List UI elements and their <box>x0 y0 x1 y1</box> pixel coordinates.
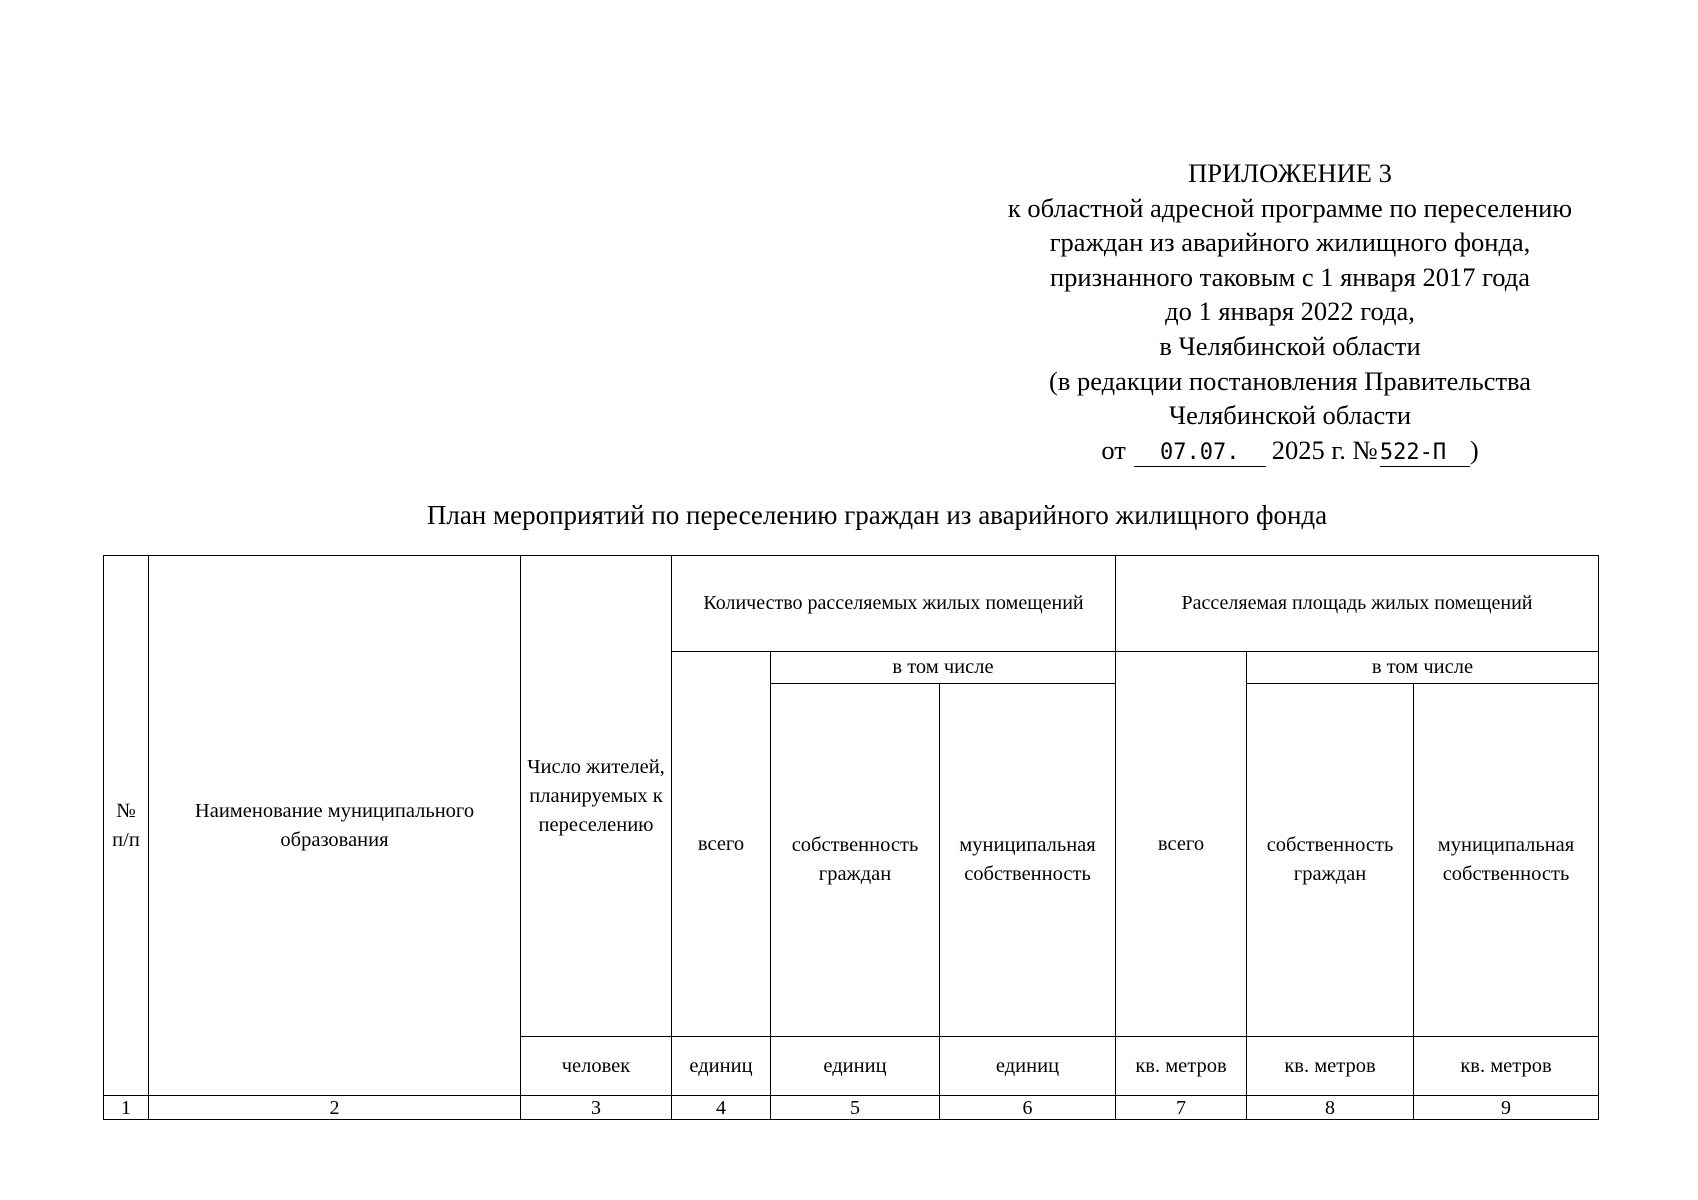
unit-residents: человек <box>521 1037 672 1096</box>
header-municipality-name: Наименование муниципального образования <box>149 556 521 1096</box>
unit-area-municipal: кв. метров <box>1414 1037 1599 1096</box>
appendix-line-8: Челябинской области <box>1168 400 1412 431</box>
header-premises-group: Количество расселяемых жилых помещений <box>672 556 1116 652</box>
column-number: 2 <box>149 1096 521 1120</box>
column-number: 3 <box>521 1096 672 1120</box>
column-number: 5 <box>771 1096 940 1120</box>
column-number: 6 <box>940 1096 1116 1120</box>
resolution-date-field: 07.07. <box>1134 440 1266 467</box>
appendix-header <box>920 156 1660 467</box>
column-number: 9 <box>1414 1096 1599 1120</box>
header-premises-citizen-owned: собственность граждан <box>771 684 940 1037</box>
plan-title: План мероприятий по переселению граждан из аварийного жилищного фонда <box>426 500 1328 530</box>
header-num: № п/п <box>104 556 149 1096</box>
header-area-group: Расселяемая площадь жилых помещений <box>1116 556 1599 652</box>
unit-premises-citizen: единиц <box>771 1037 940 1096</box>
unit-premises-total: единиц <box>672 1037 771 1096</box>
appendix-line-5: до 1 января 2022 года, <box>1165 296 1415 327</box>
column-number: 7 <box>1116 1096 1247 1120</box>
appendix-line-1: ПРИЛОЖЕНИЕ 3 <box>1188 158 1392 188</box>
header-premises-municipal-owned: муниципальная собственность <box>940 684 1116 1037</box>
header-area-total: всего <box>1116 652 1247 1037</box>
unit-area-total: кв. метров <box>1116 1037 1247 1096</box>
appendix-line-2: к областной адресной программе по переселению <box>1007 192 1573 223</box>
header-residents: Число жителей, планируемых к переселению <box>521 556 672 1037</box>
header-premises-total: всего <box>672 652 771 1037</box>
column-number: 4 <box>672 1096 771 1120</box>
header-area-citizen-owned: собственность граждан <box>1247 684 1414 1037</box>
column-number: 8 <box>1247 1096 1414 1120</box>
appendix-line-6: в Челябинской области <box>1159 330 1421 361</box>
unit-premises-municipal: единиц <box>940 1037 1116 1096</box>
closing-paren: ) <box>1469 434 1479 465</box>
header-area-including: в том числе <box>1247 652 1599 684</box>
plan-table <box>103 555 1599 1120</box>
appendix-line-4: признанного таковым с 1 января 2017 года <box>1049 261 1531 292</box>
unit-area-citizen: кв. метров <box>1247 1037 1414 1096</box>
appendix-line-3: граждан из аварийного жилищного фонда, <box>1049 227 1531 258</box>
appendix-line-7: (в редакции постановления Правительства <box>1049 365 1531 396</box>
header-premises-including: в том числе <box>771 652 1116 684</box>
appendix-date-line <box>920 433 1660 468</box>
header-area-municipal-owned: муниципальная собственность <box>1414 684 1599 1037</box>
column-number: 1 <box>104 1096 149 1120</box>
resolution-number-field: 522-П <box>1380 440 1470 467</box>
date-prefix: от <box>1101 434 1126 465</box>
date-suffix: 2025 г. № <box>1271 434 1378 465</box>
